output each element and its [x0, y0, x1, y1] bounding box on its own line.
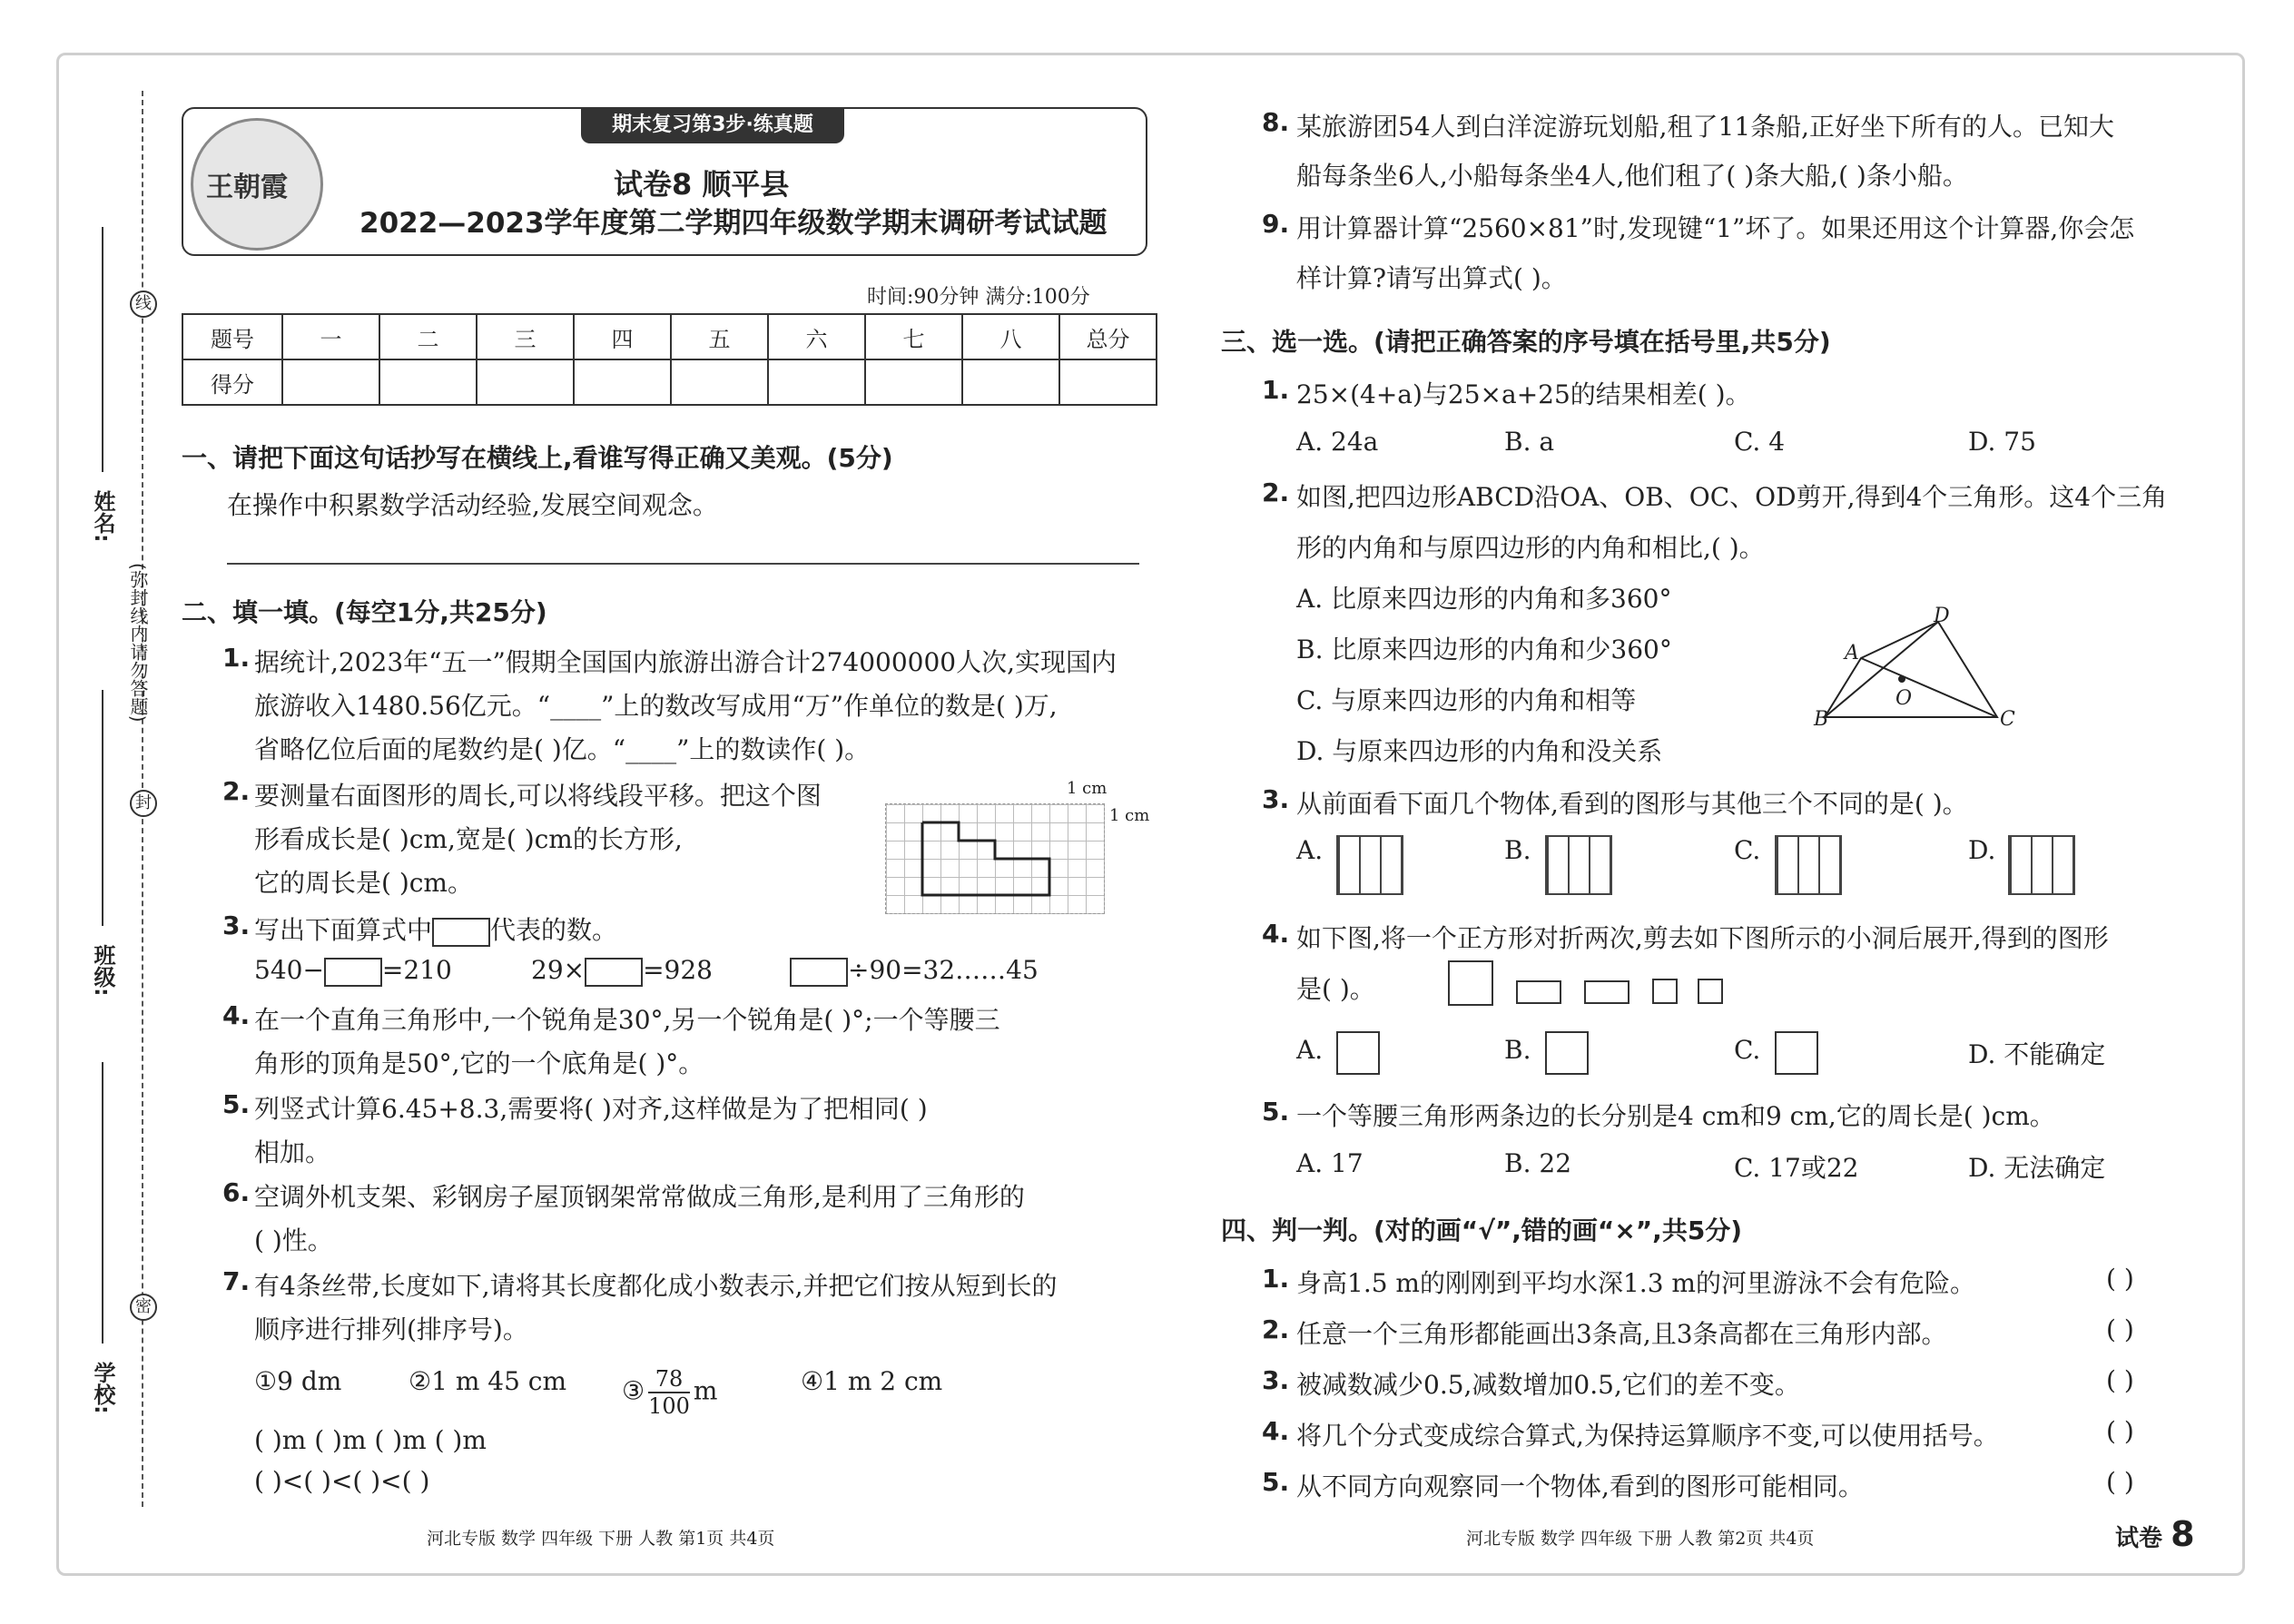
- s3-q2-line2: 形的内角和与原四边形的内角和相比,( )。: [1296, 533, 1765, 563]
- s2-q7-answers[interactable]: ( )m ( )m ( )m ( )m: [254, 1425, 487, 1455]
- s4-q2-text: 任意一个三角形都能画出3条高,且3条高都在三角形内部。: [1296, 1319, 1947, 1349]
- school-line[interactable]: [102, 1062, 103, 1343]
- s3-q5-opt-d[interactable]: D. 无法确定: [1968, 1153, 2106, 1183]
- score-cell[interactable]: [282, 359, 379, 405]
- score-cell[interactable]: [962, 359, 1059, 405]
- cube-figure-b: [1545, 835, 1612, 895]
- s1-writing-line[interactable]: [227, 563, 1139, 565]
- s2-q2-grid-figure: [885, 803, 1105, 914]
- footer-badge-num: 8: [2171, 1514, 2195, 1554]
- fig-label-b: B: [1814, 708, 1829, 731]
- s2-q3-e1b: =210: [381, 955, 452, 985]
- unfold-figure-a: [1336, 1031, 1380, 1075]
- exam-title: 试卷8 顺平县: [614, 167, 790, 202]
- logo-text: 王朝霞: [206, 172, 288, 203]
- s2-q1-line1: 据统计,2023年“五一”假期全国国内旅游出游合计274000000人次,实现国内: [254, 647, 1117, 677]
- s2-q3-box: [432, 918, 490, 947]
- seal-feng: 封: [130, 790, 157, 817]
- score-head-2: 二: [379, 314, 477, 359]
- s4-q4-text: 将几个分式变成综合算式,为保持运算顺序不变,可以使用括号。: [1296, 1421, 1999, 1451]
- s2-q7-line1: 有4条丝带,长度如下,请将其长度都化成小数表示,并把它们按从短到长的: [254, 1271, 1058, 1301]
- s1-sentence: 在操作中积累数学活动经验,发展空间观念。: [227, 490, 718, 520]
- score-cell[interactable]: [574, 359, 671, 405]
- score-cell[interactable]: [768, 359, 865, 405]
- s3-q3-opt-d[interactable]: D.: [1968, 835, 1996, 865]
- seal-mi: 密: [130, 1294, 157, 1321]
- s3-q2-opt-d[interactable]: D. 与原来四边形的内角和没关系: [1296, 736, 1663, 766]
- margin-note: (弥封线内请勿答题): [127, 563, 149, 723]
- name-line[interactable]: [102, 227, 103, 472]
- s2-q7-item4: ④1 m 2 cm: [801, 1366, 943, 1396]
- s2-q3-e1a: 540−: [254, 955, 324, 985]
- s2-q7-order[interactable]: ( )<( )<( )<( ): [254, 1466, 430, 1496]
- s2-q7-item3: [622, 1366, 717, 1419]
- s2-q4-line1: 在一个直角三角形中,一个锐角是30°,另一个锐角是( )°;一个等腰三: [254, 1005, 1000, 1035]
- s2-q9-num: 9.: [1262, 209, 1290, 239]
- s2-q7-item3-unit: m: [693, 1375, 718, 1406]
- s3-q1-opt-b[interactable]: B. a: [1504, 427, 1555, 457]
- s3-q1-opt-a[interactable]: A. 24a: [1296, 427, 1379, 457]
- s3-q2-opt-b[interactable]: B. 比原来四边形的内角和少360°: [1296, 635, 1672, 664]
- s3-q1-opt-d[interactable]: D. 75: [1968, 427, 2036, 457]
- s4-q4-answer[interactable]: ( ): [2106, 1416, 2134, 1446]
- score-cell[interactable]: [865, 359, 962, 405]
- s4-q3-num: 3.: [1262, 1365, 1290, 1395]
- s2-q3-expr3: [790, 955, 1039, 987]
- score-head-4: 四: [574, 314, 671, 359]
- time-info: 时间:90分钟 满分:100分: [867, 286, 1090, 309]
- s2-q6-line1: 空调外机支架、彩钢房子屋顶钢架常常做成三角形,是利用了三角形的: [254, 1182, 1025, 1212]
- s3-q4-line2: 是( )。: [1296, 974, 1375, 1004]
- fig-label-c: C: [2000, 708, 2015, 731]
- footer-left: 河北专版 数学 四年级 下册 人教 第1页 共4页: [427, 1529, 775, 1549]
- banner: 期末复习第3步·练真题: [581, 107, 844, 143]
- s4-q5-answer[interactable]: ( ): [2106, 1467, 2134, 1497]
- s3-q1-text: 25×(4+a)与25×a+25的结果相差( )。: [1296, 379, 1751, 409]
- fold-cut-square: [1698, 979, 1723, 1004]
- s4-q4-num: 4.: [1262, 1416, 1290, 1446]
- s2-q2-num: 2.: [222, 776, 251, 806]
- s2-q1-line2: 旅游收入1480.56亿元。“____”上的数改写成用“万”作单位的数是( )万,: [254, 691, 1058, 721]
- name-label: 姓名:: [90, 490, 115, 543]
- s2-q2-line3: 它的周长是( )cm。: [254, 868, 473, 898]
- score-cell[interactable]: [477, 359, 574, 405]
- s3-q5-opt-a[interactable]: A. 17: [1296, 1148, 1364, 1178]
- s4-q3-answer[interactable]: ( ): [2106, 1365, 2134, 1395]
- fold-square: [1448, 960, 1493, 1006]
- cube-figure-d: [2008, 835, 2075, 895]
- s2-q7-item2: ②1 m 45 cm: [409, 1366, 567, 1396]
- s3-q1-num: 1.: [1262, 375, 1290, 405]
- score-head-7: 七: [865, 314, 962, 359]
- class-line[interactable]: [102, 690, 103, 926]
- fold-square-small: [1652, 979, 1678, 1004]
- s2-q8-line1: 某旅游团54人到白洋淀游玩划船,租了11条船,正好坐下所有的人。已知大: [1296, 112, 2115, 142]
- s2-q3-blank-2[interactable]: [585, 958, 643, 987]
- fig-label-a: A: [1845, 642, 1859, 664]
- s2-q3-text-a: 写出下面算式中: [254, 915, 433, 945]
- s4-q1-answer[interactable]: ( ): [2106, 1264, 2134, 1294]
- s3-q3-text: 从前面看下面几个物体,看到的图形与其他三个不同的是( )。: [1296, 789, 1968, 819]
- s3-q4-opt-c[interactable]: C.: [1734, 1035, 1761, 1065]
- s2-q7-num: 7.: [222, 1266, 251, 1296]
- s2-q1-line3: 省略亿位后面的尾数约是( )亿。“____”上的数读作( )。: [254, 734, 871, 764]
- school-label: 学校:: [90, 1362, 115, 1414]
- s2-q3-text-b: 代表的数。: [490, 915, 618, 945]
- s2-q8-line2: 船每条坐6人,小船每条坐4人,他们租了( )条大船,( )条小船。: [1296, 161, 1968, 191]
- s2-q9-line2: 样计算?请写出算式( )。: [1296, 263, 1567, 293]
- s3-q3-opt-c[interactable]: C.: [1734, 835, 1761, 865]
- fig-label-d: D: [1934, 605, 1950, 627]
- score-head-3: 三: [477, 314, 574, 359]
- s3-q3-opt-a[interactable]: A.: [1296, 835, 1324, 865]
- s2-q7-frac-den: 100: [648, 1393, 690, 1419]
- s3-q4-num: 4.: [1262, 919, 1290, 949]
- score-head-8: 八: [962, 314, 1059, 359]
- unfold-figure-b: [1545, 1031, 1589, 1075]
- s3-q1-opt-c[interactable]: C. 4: [1734, 427, 1786, 457]
- seal-xian: 线: [130, 290, 157, 318]
- s2-q6-num: 6.: [222, 1177, 251, 1207]
- s2-q3-e3: ÷90=32……45: [848, 955, 1039, 985]
- score-cell[interactable]: [1059, 359, 1157, 405]
- s4-q1-text: 身高1.5 m的刚刚到平均水深1.3 m的河里游泳不会有危险。: [1296, 1268, 1975, 1298]
- s2-q2-line2: 形看成长是( )cm,宽是( )cm的长方形,: [254, 824, 683, 854]
- s2-q9-line1: 用计算器计算“2560×81”时,发现键“1”坏了。如果还用这个计算器,你会怎: [1296, 213, 2135, 243]
- s3-q3-num: 3.: [1262, 784, 1290, 814]
- fig-label-o: O: [1895, 687, 1913, 710]
- s2-q7-frac-num: 78: [648, 1366, 690, 1393]
- s2-q2-unit-v: 1 cm: [1109, 806, 1150, 825]
- cube-figure-c: [1775, 835, 1842, 895]
- score-head-5: 五: [671, 314, 768, 359]
- s3-q2-opt-a[interactable]: A. 比原来四边形的内角和多360°: [1296, 584, 1672, 614]
- s2-q1-num: 1.: [222, 643, 251, 673]
- score-head-6: 六: [768, 314, 865, 359]
- score-head-1: 一: [282, 314, 379, 359]
- fold-step-figures: [1448, 960, 1729, 1006]
- s3-q2-opt-c[interactable]: C. 与原来四边形的内角和相等: [1296, 685, 1637, 715]
- s2-q2-line1: 要测量右面图形的周长,可以将线段平移。把这个图: [254, 781, 822, 811]
- s3-q4-opt-a[interactable]: A.: [1296, 1035, 1324, 1065]
- s2-q5-num: 5.: [222, 1089, 251, 1119]
- s3-q4-line1: 如下图,将一个正方形对折两次,剪去如下图所示的小洞后展开,得到的图形: [1296, 923, 2109, 953]
- s2-q3-line: [254, 910, 617, 947]
- s2-q5-line1: 列竖式计算6.45+8.3,需要将( )对齐,这样做是为了把相同( ): [254, 1094, 928, 1124]
- s4-q2-num: 2.: [1262, 1314, 1290, 1344]
- footer-badge-text: 试卷: [2115, 1525, 2163, 1552]
- score-head-9: 总分: [1059, 314, 1157, 359]
- s4-q5-num: 5.: [1262, 1467, 1290, 1497]
- s2-q4-num: 4.: [222, 1000, 251, 1030]
- s4-title: 四、判一判。(对的画“√”,错的画“×”,共5分): [1221, 1216, 1743, 1245]
- s2-title: 二、填一填。(每空1分,共25分): [182, 597, 547, 627]
- s2-q3-expr1: [254, 955, 452, 987]
- s3-q5-opt-c[interactable]: C. 17或22: [1734, 1153, 1859, 1183]
- s2-q3-blank-3[interactable]: [790, 958, 848, 987]
- s2-q3-expr2: [531, 955, 713, 987]
- s4-q3-text: 被减数减少0.5,减数增加0.5,它们的差不变。: [1296, 1370, 1800, 1400]
- fold-rect-2: [1584, 980, 1629, 1004]
- score-head-0: 题号: [182, 314, 282, 359]
- quadrilateral-figure: [1807, 604, 2024, 740]
- s3-q2-line1: 如图,把四边形ABCD沿OA、OB、OC、OD剪开,得到4个三角形。这4个三角: [1296, 482, 2168, 512]
- s3-q4-opt-b[interactable]: B.: [1504, 1035, 1531, 1065]
- s4-q5-text: 从不同方向观察同一个物体,看到的图形可能相同。: [1296, 1471, 1864, 1501]
- s1-title: 一、请把下面这句话抄写在横线上,看谁写得正确又美观。(5分): [182, 443, 893, 473]
- s2-q7-line2: 顺序进行排列(排序号)。: [254, 1314, 528, 1344]
- s3-q5-opt-b[interactable]: B. 22: [1504, 1148, 1572, 1178]
- s2-q3-num: 3.: [222, 910, 251, 940]
- score-table: [182, 313, 1157, 406]
- s4-q1-num: 1.: [1262, 1264, 1290, 1294]
- s2-q3-blank-1[interactable]: [324, 958, 382, 987]
- s2-q3-e2a: 29×: [531, 955, 586, 985]
- unfold-figure-c: [1775, 1031, 1818, 1075]
- s2-q7-fraction: [648, 1366, 690, 1419]
- s2-q4-line2: 角形的顶角是50°,它的一个底角是( )°。: [254, 1048, 704, 1078]
- class-label: 班级:: [90, 944, 115, 997]
- s2-q7-item3-label: ③: [622, 1375, 645, 1406]
- score-row-label: 得分: [182, 359, 282, 405]
- exam-subtitle: 2022—2023学年度第二学期四年级数学期末调研考试试题: [359, 207, 1108, 240]
- fold-rect-1: [1516, 980, 1561, 1004]
- s2-q2-unit-h: 1 cm: [1067, 779, 1108, 798]
- score-cell[interactable]: [379, 359, 477, 405]
- footer-right: 河北专版 数学 四年级 下册 人教 第2页 共4页: [1466, 1529, 1815, 1549]
- s2-q7-item1: ①9 dm: [254, 1366, 342, 1396]
- s2-q6-line2: ( )性。: [254, 1225, 333, 1255]
- s3-title: 三、选一选。(请把正确答案的序号填在括号里,共5分): [1221, 327, 1831, 357]
- s2-q8-num: 8.: [1262, 107, 1290, 137]
- s3-q5-num: 5.: [1262, 1097, 1290, 1127]
- s2-q5-line2: 相加。: [254, 1137, 331, 1167]
- s3-q2-num: 2.: [1262, 477, 1290, 507]
- s2-q3-e2b: =928: [643, 955, 713, 985]
- s3-q5-text: 一个等腰三角形两条边的长分别是4 cm和9 cm,它的周长是( )cm。: [1296, 1101, 2055, 1131]
- s4-q2-answer[interactable]: ( ): [2106, 1314, 2134, 1344]
- s3-q4-opt-d[interactable]: D. 不能确定: [1968, 1039, 2106, 1069]
- logo: [191, 118, 323, 251]
- score-cell[interactable]: [671, 359, 768, 405]
- s3-q3-opt-b[interactable]: B.: [1504, 835, 1531, 865]
- cube-figure-a: [1336, 835, 1403, 895]
- footer-badge: [2115, 1514, 2195, 1554]
